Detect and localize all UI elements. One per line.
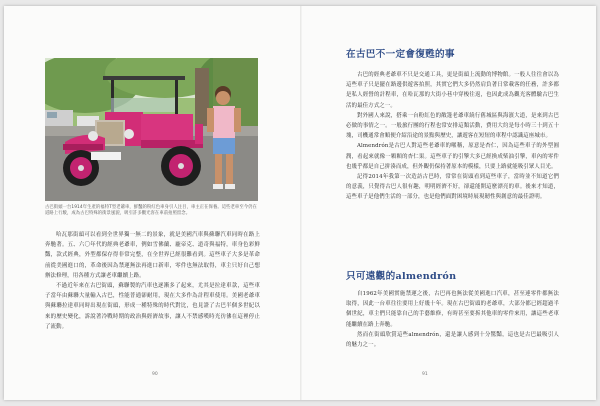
page-number-left: 90 (152, 372, 158, 377)
section-body (346, 289, 559, 350)
section-heading: 在古巴不一定會復甦的事 (346, 49, 455, 60)
left-page (4, 6, 300, 400)
car-photo-illustration (45, 58, 258, 201)
paragraph: 記得2014年我第一次造訪古巴時，常常在街頭看到這些車子，當時並不知道它們的意義，只覺得古巴人很有趣，明明經濟不好，卻還能開這麼漂亮的車。後來才知道，這些車子是他們生活的一部分，也是他們面對困境時展現韌性與創意的最佳證明。 (346, 174, 559, 201)
paragraph: 自1962年美國實施禁運之後，古巴再也無法從美國進口汽車，甚至連零件都無法取得，因此一台車往往要用上好幾十年。現在古巴街頭的老爺車，大部分都已經超過半個世紀，車主們只能靠自己的手藝維修，有時甚至要拆其他車的零件來用，讓這些老車能繼續在路上奔馳。 (346, 291, 559, 328)
paragraph: Almendrón是古巴人對這些老爺車的暱稱，原意是杏仁，因為這些車子的外型圓潤，看起來就像一顆顆的杏仁果。這些車子的引擎大多已經換成柴油引擎，車內的零件也幾乎都是自己拼湊而成，但外觀仍保持著原本的模樣，只要上路就能吸引眾人目光。 (346, 143, 559, 170)
vintage-car-photo (45, 58, 258, 201)
photo-caption: 古巴街頭一台1914年生產的福特T型老爺車，鮮豔的粉紅色車身引人注目，車主正在保養。這些老車至今仍在道路上行駛，成為古巴特殊的街景風貌，吸引許多觀光客在車前拍照留念。 (45, 205, 257, 217)
book-spread (4, 6, 596, 400)
section-body (346, 70, 559, 203)
paragraph: 對外國人來說，搭乘一台粉紅色的敞篷老爺車繞行舊城區與海濱大道，是來到古巴必做的事情之一。一般旅行團的行程也常安排這類活動，費用大約是每小時三十到五十塊，司機通常會順便介紹沿途的景點與歷史，讓遊客在短短的車程中認識這座城市。 (346, 112, 559, 140)
paragraph: 哈瓦那街頭可以看到全世界獨一無二的景象，就是美國汽車與蘇聯汽車同時在路上奔馳著。五、六〇年代的經典老爺車，例如雪佛蘭、龐帝克、道奇與福特，車身色彩鮮豔，款式經典，外型都保存得非常完整，在全世界已經很難看到。這些車子大多是革命前從美國進口的，革命後因為禁運無法再進口新車，零件也無法取得，車主只好自己想辦法修理，用各種方式讓老車繼續上路。 (45, 232, 260, 279)
section-heading: 只可遠觀的almendrón (346, 271, 457, 282)
paragraph: 古巴的經典老爺車不只是交通工具，更是街頭上流動的博物館。一般人往往會以為這些車子只是擺在路邊供遊客拍照，其實它們大多仍然肩負著日常載客的任務，許多都是私人經營的計程車，在哈瓦那的大街小巷中穿梭往返，也因此成為觀光客體驗古巴生活的最佳方式之一。 (346, 72, 559, 109)
page-number-right: 91 (422, 372, 428, 377)
paragraph: 不過近年來在古巴街頭，蘇聯製的汽車也逐漸多了起來，尤其是拉達車款，這些車子當年由蘇聯大量輸入古巴，性能普通卻耐用，現在大多作為計程車使用。美國老爺車與蘇聯拉達車同時出現在街頭，形成一種特殊的時代對比，也見證了古巴半個多世紀以來的歷史變化，訴說著冷戰時期的政治與經濟故事，讓人不禁感嘆時光彷彿在這裡停止了流動。 (45, 283, 260, 330)
left-body-text (45, 230, 260, 332)
right-page (302, 6, 596, 400)
paragraph: 然而在街頭欣賞這些almendrón，還是讓人感到十分驚豔，這也是古巴最吸引人的魅力之一。 (346, 331, 559, 349)
